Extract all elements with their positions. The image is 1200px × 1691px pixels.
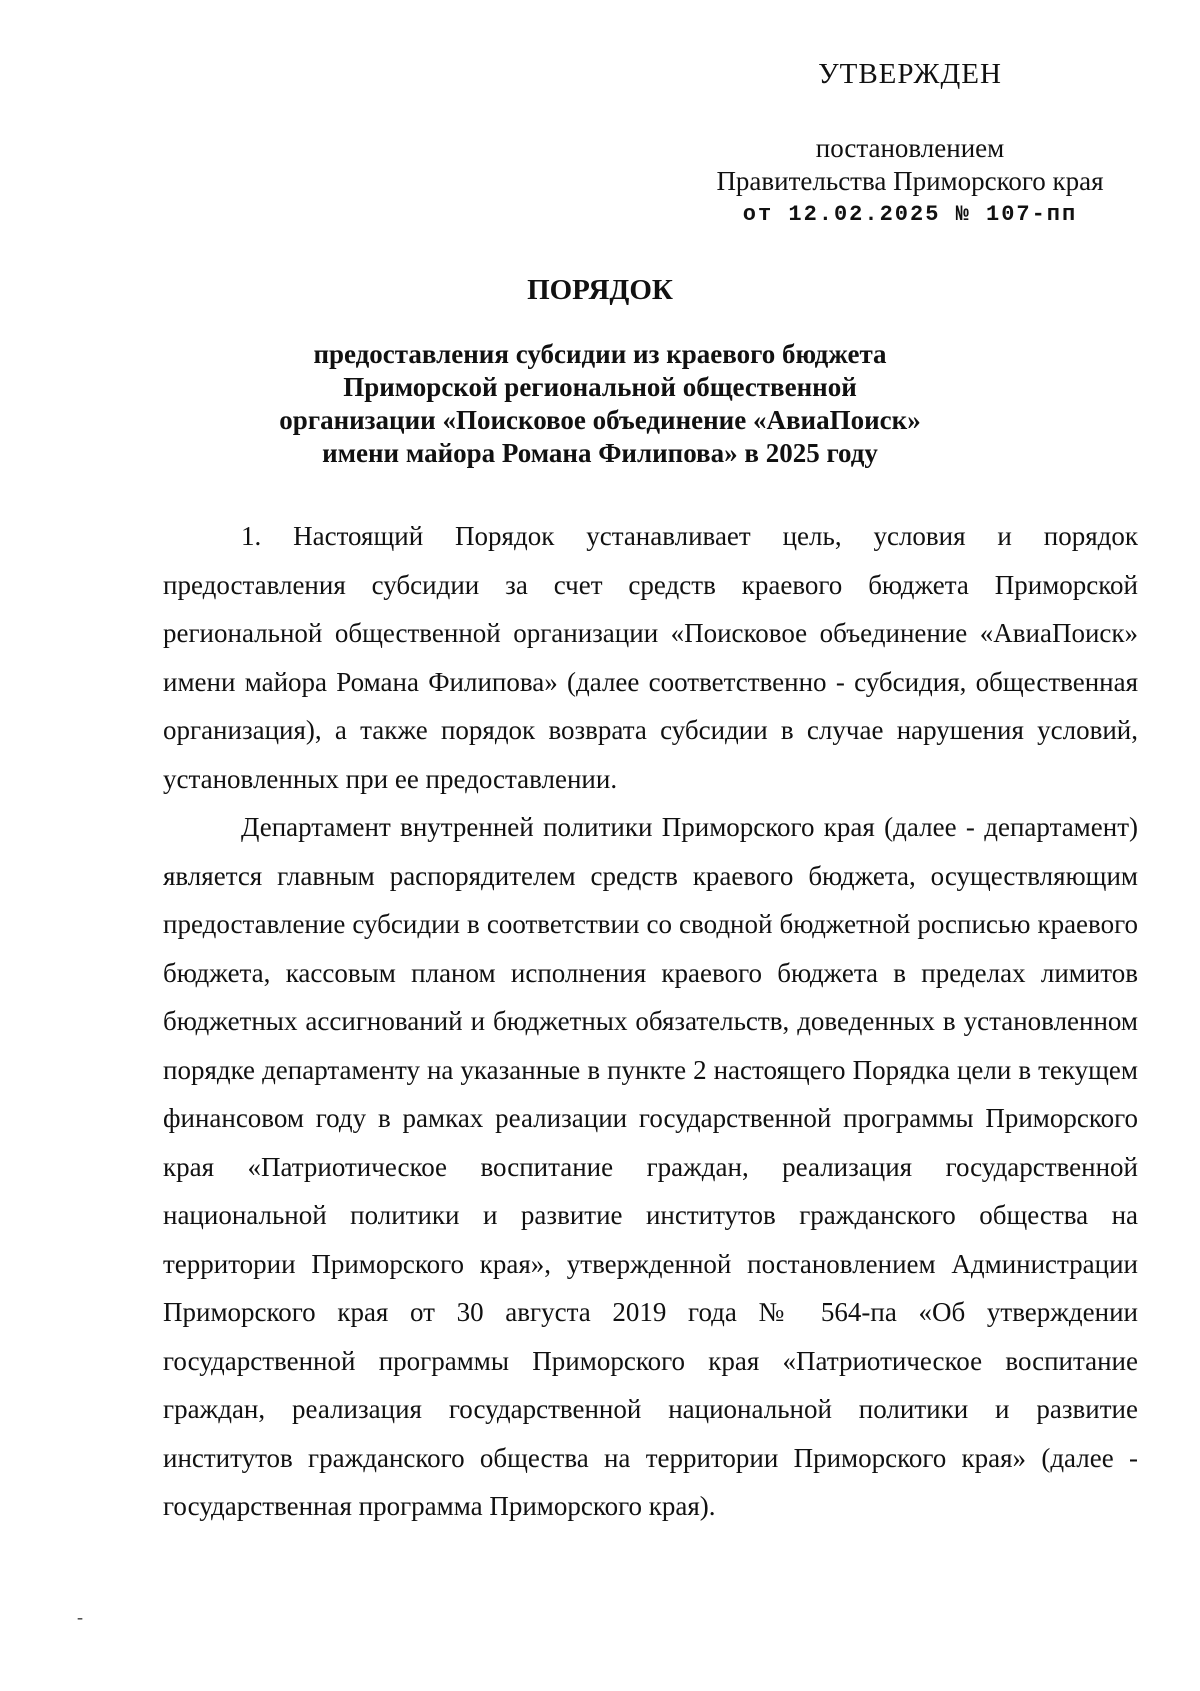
- subtitle-line: Приморской региональной общественной: [343, 372, 857, 402]
- page-mark: -: [77, 1607, 83, 1627]
- document-title: ПОРЯДОК: [527, 274, 673, 306]
- approval-block: [690, 50, 1130, 230]
- approval-line-government: Правительства Приморского края: [716, 166, 1104, 196]
- approval-line-resolution: постановлением: [815, 133, 1005, 163]
- subtitle-line: имени майора Романа Филипова» в 2025 году: [322, 438, 878, 468]
- subtitle-line: предоставления субсидии из краевого бюджета: [313, 339, 887, 369]
- paragraph-2: Департамент внутренней политики Приморского края (далее - департамент) является главным распорядителем средств краевого бюджета, осуществляющим предоставление субсидии в соответствии со сводной бюджетной росписью краевого бюджета, кассовым планом исполнения краевого бюджета в пределах лимитов бюджетных ассигнований и бюджетных обязательств, доведенных в установленном порядке департаменту на указанные в пункте 2 настоящего Порядка цели в текущем финансовом году в рамках реализации государственной программы Приморского края «Патриотическое воспитание граждан, реализация государственной национальной политики и развитие институтов гражданского общества на территории Приморского края», утвержденной постановлением Администрации Приморского края от 30 августа 2019 года № 564-па «Об утверждении государственной программы Приморского края «Патриотическое воспитание граждан, реализация государственной национальной политики и развитие институтов гражданского общества на территории Приморского края» (далее - государственная программа Приморского края).: [163, 812, 1138, 1521]
- approval-date-number: от 12.02.2025 № 107-пп: [742, 202, 1078, 227]
- document-subtitle: [200, 338, 1000, 470]
- subtitle-line: организации «Поисковое объединение «АвиаПоиск»: [279, 405, 921, 435]
- paragraph-1: 1. Настоящий Порядок устанавливает цель, условия и порядок предоставления субсидии за счет средств краевого бюджета Приморской региональной общественной организации «Поисковое объединение «АвиаПоиск» имени майора Романа Филипова» (далее соответственно - субсидия, общественная организация), а также порядок возврата субсидии в случае нарушения условий, установленных при ее предоставлении.: [163, 521, 1138, 794]
- document-body: [163, 512, 1138, 1531]
- approved-heading: УТВЕРЖДЕН: [818, 58, 1002, 90]
